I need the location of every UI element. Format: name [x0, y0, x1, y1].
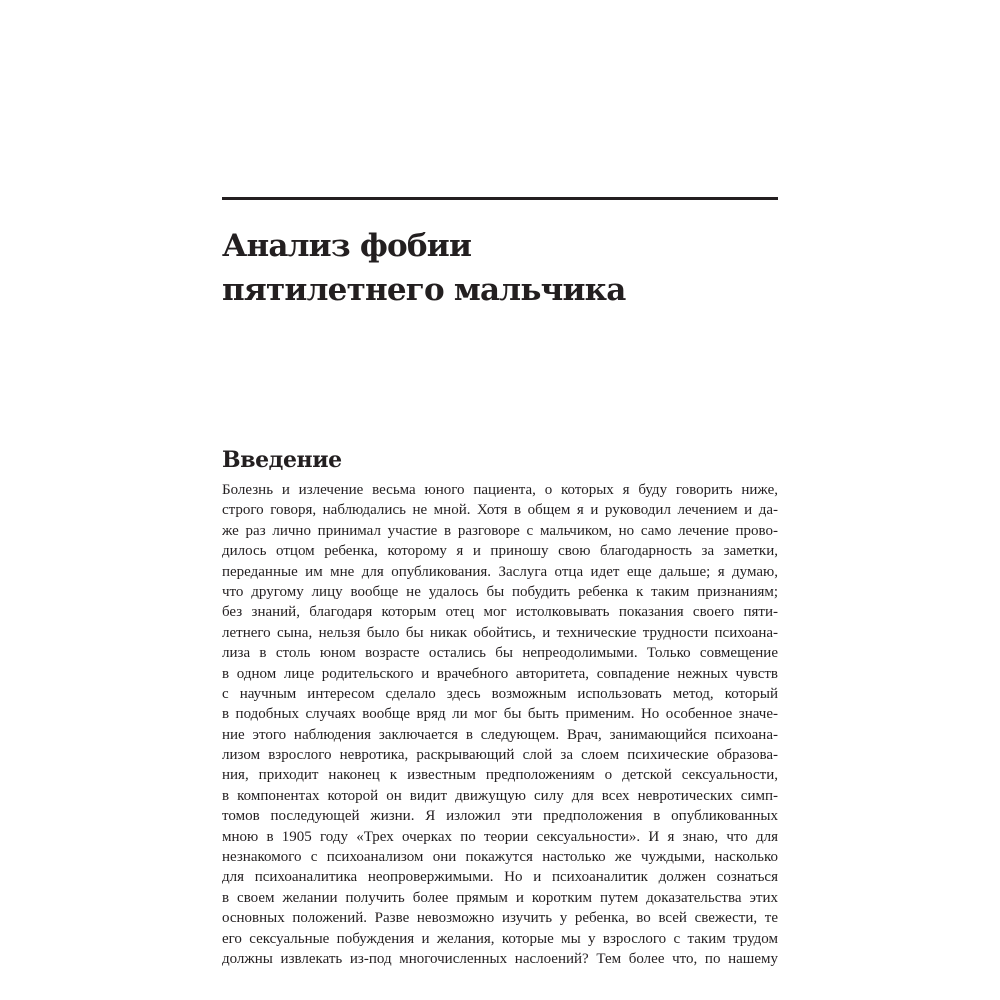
chapter-top-rule	[222, 197, 778, 200]
text-line: с научным интересом сделало здесь возможным использовать метод, который	[222, 685, 778, 702]
text-line: в одном лице родительского и врачебного авторитета, совпадение нежных чувств	[222, 665, 778, 682]
text-line: Болезнь и излечение весьма юного пациента, о которых я буду говорить ниже,	[222, 482, 778, 498]
text-line: лиза в столь юном возрасте остались бы непреодолимыми. Только совмещение	[222, 645, 778, 662]
text-line: что другому лицу вообще не удалось бы побудить ребенка к таким признаниям;	[222, 583, 778, 600]
text-line: мною в 1905 году «Трех очерках по теории сексуальности». И я знаю, что для	[222, 828, 778, 845]
body-paragraph	[222, 480, 778, 969]
text-line: в подобных случаях вообще вряд ли мог бы быть применим. Но особенное значе-	[222, 706, 778, 723]
chapter-title	[222, 224, 782, 312]
text-line: должны извлекать из-под многочисленных наслоений? Тем более что, по нашему	[222, 950, 778, 967]
text-line: его сексуальные побуждения и желания, которые мы у взрослого с таким трудом	[222, 930, 778, 947]
text-line: же раз лично принимал участие в разговоре с мальчиком, но само лечение прово-	[222, 522, 778, 539]
text-line: переданные им мне для опубликования. Заслуга отца идет еще дальше; я думаю,	[222, 563, 778, 580]
text-line: основных положений. Разве невозможно изучить у ребенка, во всей свежести, те	[222, 910, 778, 927]
text-line: строго говоря, наблюдались не мной. Хотя в общем я и руководил лечением и да-	[222, 502, 778, 519]
text-line: ние этого наблюдения заключается в следующем. Врач, занимающийся психоана-	[222, 726, 778, 743]
text-line: томов последующей жизни. Я изложил эти предположения в опубликованных	[222, 808, 778, 825]
text-line: дилось отцом ребенка, которому я и приношу свою благодарность за заметки,	[222, 543, 778, 560]
text-line: летнего сына, нельзя было бы никак обойтись, и технические трудности психоана-	[222, 624, 778, 641]
chapter-title-line-2: пятилетнего мальчика	[222, 272, 626, 308]
text-line: без знаний, благодаря которым отец мог истолковывать показания своего пяти-	[222, 604, 778, 621]
chapter-title-line-1: Анализ фобии	[222, 228, 472, 264]
text-line: для психоаналитика неопровержимыми. Но и психоаналитик должен сознаться	[222, 869, 778, 886]
text-line: в своем желании получить более прямым и коротким путем доказательства этих	[222, 889, 778, 906]
text-line: незнакомого с психоанализом они покажутся настолько же чуждыми, насколько	[222, 849, 778, 866]
text-line: в компонентах которой он видит движущую силу для всех невротических симп-	[222, 787, 778, 804]
text-line: ния, приходит наконец к известным предположениям о детской сексуальности,	[222, 767, 778, 784]
text-line: лизом взрослого невротика, раскрывающий слой за слоем психические образова-	[222, 747, 778, 764]
section-heading: Введение	[222, 447, 342, 473]
